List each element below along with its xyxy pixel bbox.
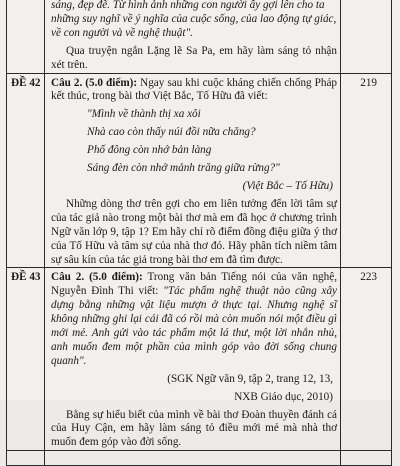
exam-label: ĐỀ 42 [7,73,45,268]
text-line: về con người và về nghệ thuật". [51,26,193,39]
poem-block [87,108,337,176]
page-number [341,0,392,73]
table-row [7,0,392,73]
exam-content [45,73,341,268]
body-text: Những dòng thơ trên gợi cho em liên tưởng đến lời tâm sự của tác giả nào trong một bài thơ mà em đã học ở chương trình Ngữ văn lớp 9, tập 1? Em hãy chỉ rõ điểm đồng điệu giữa ý thơ của Tố Hữu và tâm sự của nhà thơ đó. Hãy phân tích niềm tâm sự sâu kín của tác giả trong bài thơ em đã tìm được. [51,197,337,266]
table-row [7,451,392,466]
page-number: 219 [341,73,392,268]
exam-content [45,268,341,451]
question-label: Câu 2. (5.0 điểm): [51,76,138,89]
intro-text: Ngay sau khi cuộc kháng chiến chống Pháp kết thúc, trong bài thơ Việt Bắc, Tố Hữu đã viết: [51,76,338,103]
text-line: những suy nghĩ về ý nghĩa của cuộc sống, của lao động tự giác, [51,12,337,25]
intro-text: Trong văn bản Tiếng nói của văn nghệ, Nguyễn Đình Thi viết: [51,271,337,298]
prompt-text: Qua truyện ngắn Lặng lẽ Sa Pa, em hãy làm sáng tỏ nhận xét trên. [51,44,337,71]
text-line: sáng, đẹp đẽ. Từ hình ảnh những con người ấy gợi lên cho ta [51,0,325,11]
table-row [7,73,392,268]
table-row [7,268,392,451]
poem-line: "Mình về thành thị xa xôi [87,108,201,121]
body-text: Bằng sự hiểu biết của mình về bài thơ Đoàn thuyền đánh cá của Huy Cận, em hãy làm sáng tỏ điều mới mẻ mà nhà thơ muốn đem góp vào đời sống. [51,408,337,449]
page-number: 223 [341,268,392,451]
poem-line: Nhà cao còn thấy núi đồi nữa chăng? [87,126,256,139]
exam-label: ĐỀ 43 [7,268,45,451]
question-intro [51,268,337,368]
exam-content [45,0,341,73]
poem-line: Phố đông còn nhớ bản làng [87,144,212,157]
question-label: Câu 2. (5.0 điểm): [51,271,143,284]
source-line: (SGK Ngữ văn 9, tập 2, trang 12, 13, [167,372,333,385]
exam-label [7,0,45,73]
poem-source: (Việt Bắc – Tố Hữu) [242,179,333,192]
exam-index-table [6,0,392,466]
poem-line: Sáng đèn còn nhớ mảnh trăng giữa rừng?" [87,162,280,175]
quote-text: "Tác phẩm nghệ thuật nào cũng xây dựng bằng những vật liệu mượn ở thực tại. Nhưng nghệ sĩ không những ghi lại cái đã có rồi mà còn muốn nói một điều gì mới mẻ. Anh gửi vào tác phẩm một lá thư, một lời nhắn nhủ, anh muốn đem một phần của mình góp vào đời sống chung quanh". [51,285,338,367]
source-line: NXB Giáo dục, 2010) [234,390,333,403]
question-intro [51,74,337,105]
